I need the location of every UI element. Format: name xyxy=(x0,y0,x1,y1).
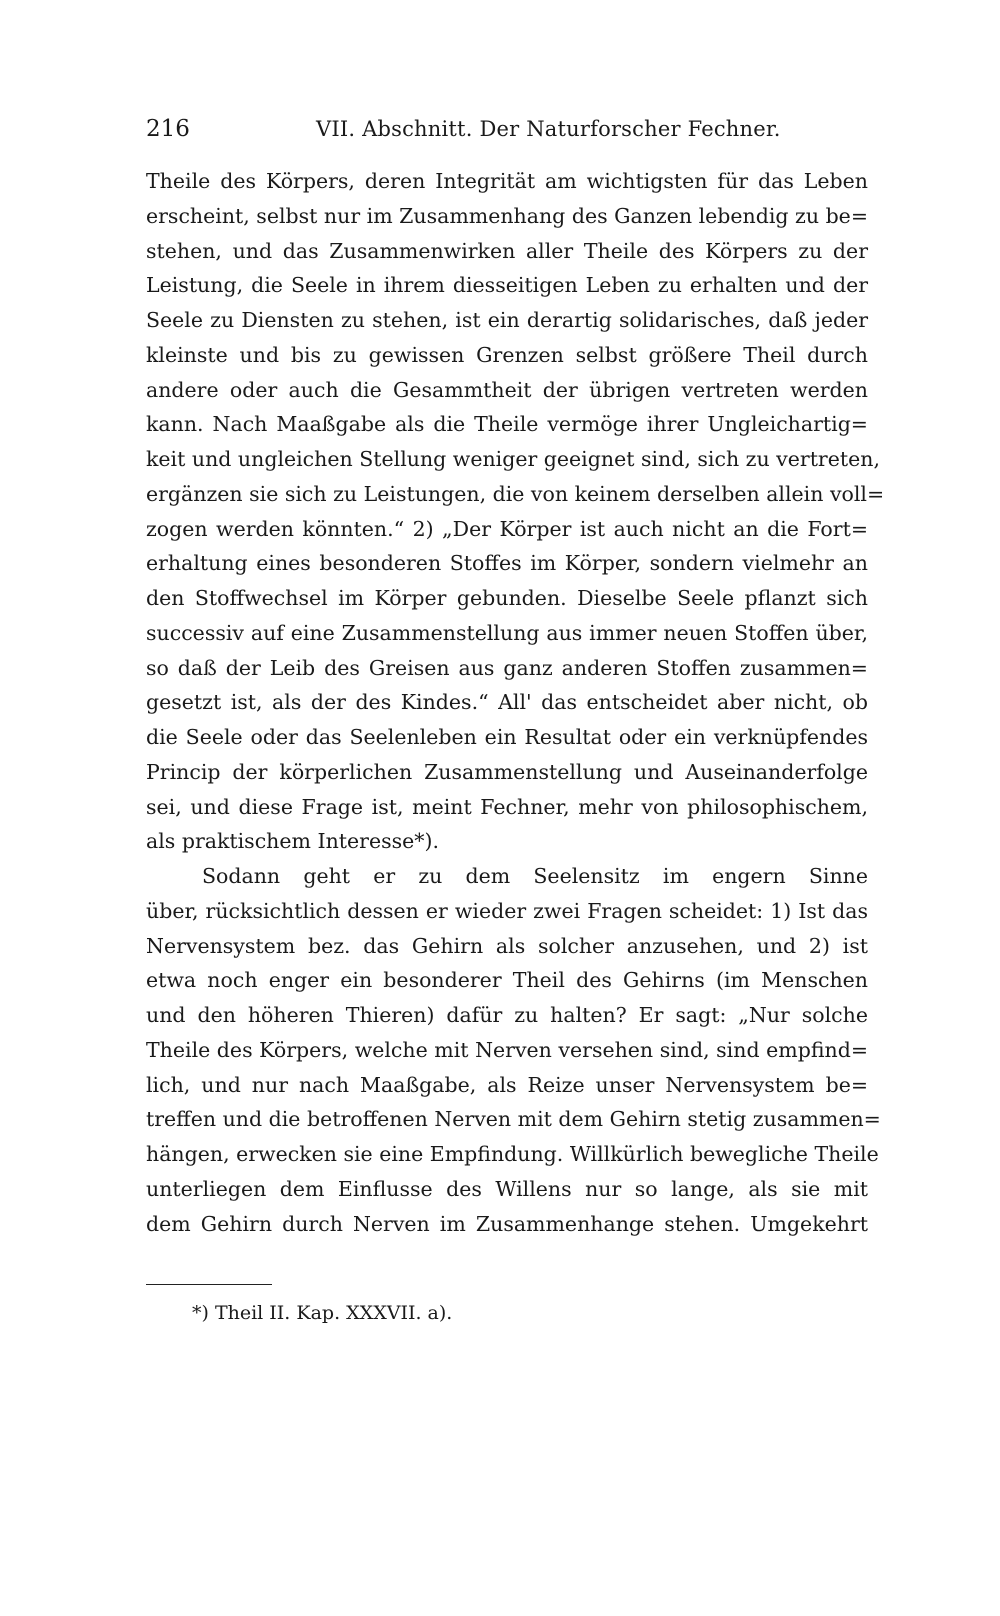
text-line: Theile des Körpers, welche mit Nerven versehen sind, sind empfind= xyxy=(146,1037,868,1062)
text-line: Nervensystem bez. das Gehirn als solcher anzusehen, und 2) ist xyxy=(146,933,868,958)
body-text xyxy=(146,164,885,1241)
text-line: erscheint, selbst nur im Zusammenhang des Ganzen lebendig zu be= xyxy=(146,203,868,228)
footnote-divider xyxy=(146,1284,272,1285)
text-line: über, rücksichtlich dessen er wieder zwei Fragen scheidet: 1) Ist das xyxy=(146,898,868,923)
text-line: und den höheren Thieren) dafür zu halten? Er sagt: „Nur solche xyxy=(146,1003,868,1027)
text-line: andere oder auch die Gesammtheit der übrigen vertreten werden xyxy=(146,377,868,402)
text-line: lich, und nur nach Maaßgabe, als Reize unser Nervensystem be= xyxy=(146,1072,868,1097)
text-line: kann. Nach Maaßgabe als die Theile vermöge ihrer Ungleichartig= xyxy=(146,412,868,437)
page-header xyxy=(146,116,868,156)
text-line: gesetzt ist, als der des Kindes.“ All' das entscheidet aber nicht, ob xyxy=(146,690,868,715)
text-line: ergänzen sie sich zu Leistungen, die von keinem derselben allein voll= xyxy=(146,481,885,506)
running-title: VII. Abschnitt. Der Naturforscher Fechner. xyxy=(316,117,781,141)
text-line: sei, und diese Frage ist, meint Fechner, mehr von philosophischem, xyxy=(146,794,868,819)
page-number: 216 xyxy=(146,116,190,142)
text-line: hängen, erwecken sie eine Empfindung. Willkürlich bewegliche Theile xyxy=(146,1142,879,1166)
text-line: Theile des Körpers, deren Integrität am wichtigsten für das Leben xyxy=(146,169,868,193)
text-line: Princip der körperlichen Zusammenstellung und Auseinanderfolge xyxy=(146,759,868,784)
text-line: erhaltung eines besonderen Stoffes im Körper, sondern vielmehr an xyxy=(146,551,868,576)
text-line: die Seele oder das Seelenleben ein Resultat oder ein verknüpfendes xyxy=(146,725,868,749)
paragraph-start-line: Sodann geht er zu dem Seelensitz im engern Sinne xyxy=(202,864,868,888)
text-line: successiv auf eine Zusammenstellung aus immer neuen Stoffen über, xyxy=(146,620,868,645)
text-line: treffen und die betroffenen Nerven mit dem Gehirn stetig zusammen= xyxy=(146,1107,881,1132)
text-line: keit und ungleichen Stellung weniger geeignet sind, sich zu vertreten, xyxy=(146,447,880,471)
footnote: *) Theil II. Kap. XXXVII. a). xyxy=(192,1302,453,1324)
paragraph-end-line: als praktischem Interesse*). xyxy=(146,829,440,854)
text-line: etwa noch enger ein besonderer Theil des Gehirns (im Menschen xyxy=(146,968,868,993)
text-line: so daß der Leib des Greisen aus ganz anderen Stoffen zusammen= xyxy=(146,655,868,680)
text-line: dem Gehirn durch Nerven im Zusammenhange stehen. Umgekehrt xyxy=(146,1211,868,1236)
text-line: Seele zu Diensten zu stehen, ist ein derartig solidarisches, daß jeder xyxy=(146,308,868,332)
text-line: stehen, und das Zusammenwirken aller Theile des Körpers zu der xyxy=(146,238,868,263)
text-line: zogen werden könnten.“ 2) „Der Körper ist auch nicht an die Fort= xyxy=(146,516,868,541)
text-line: kleinste und bis zu gewissen Grenzen selbst größere Theil durch xyxy=(146,342,868,367)
text-line: unterliegen dem Einflusse des Willens nur so lange, als sie mit xyxy=(146,1176,868,1201)
text-line: den Stoffwechsel im Körper gebunden. Dieselbe Seele pflanzt sich xyxy=(146,586,868,610)
text-line: Leistung, die Seele in ihrem diesseitigen Leben zu erhalten und der xyxy=(146,273,868,298)
